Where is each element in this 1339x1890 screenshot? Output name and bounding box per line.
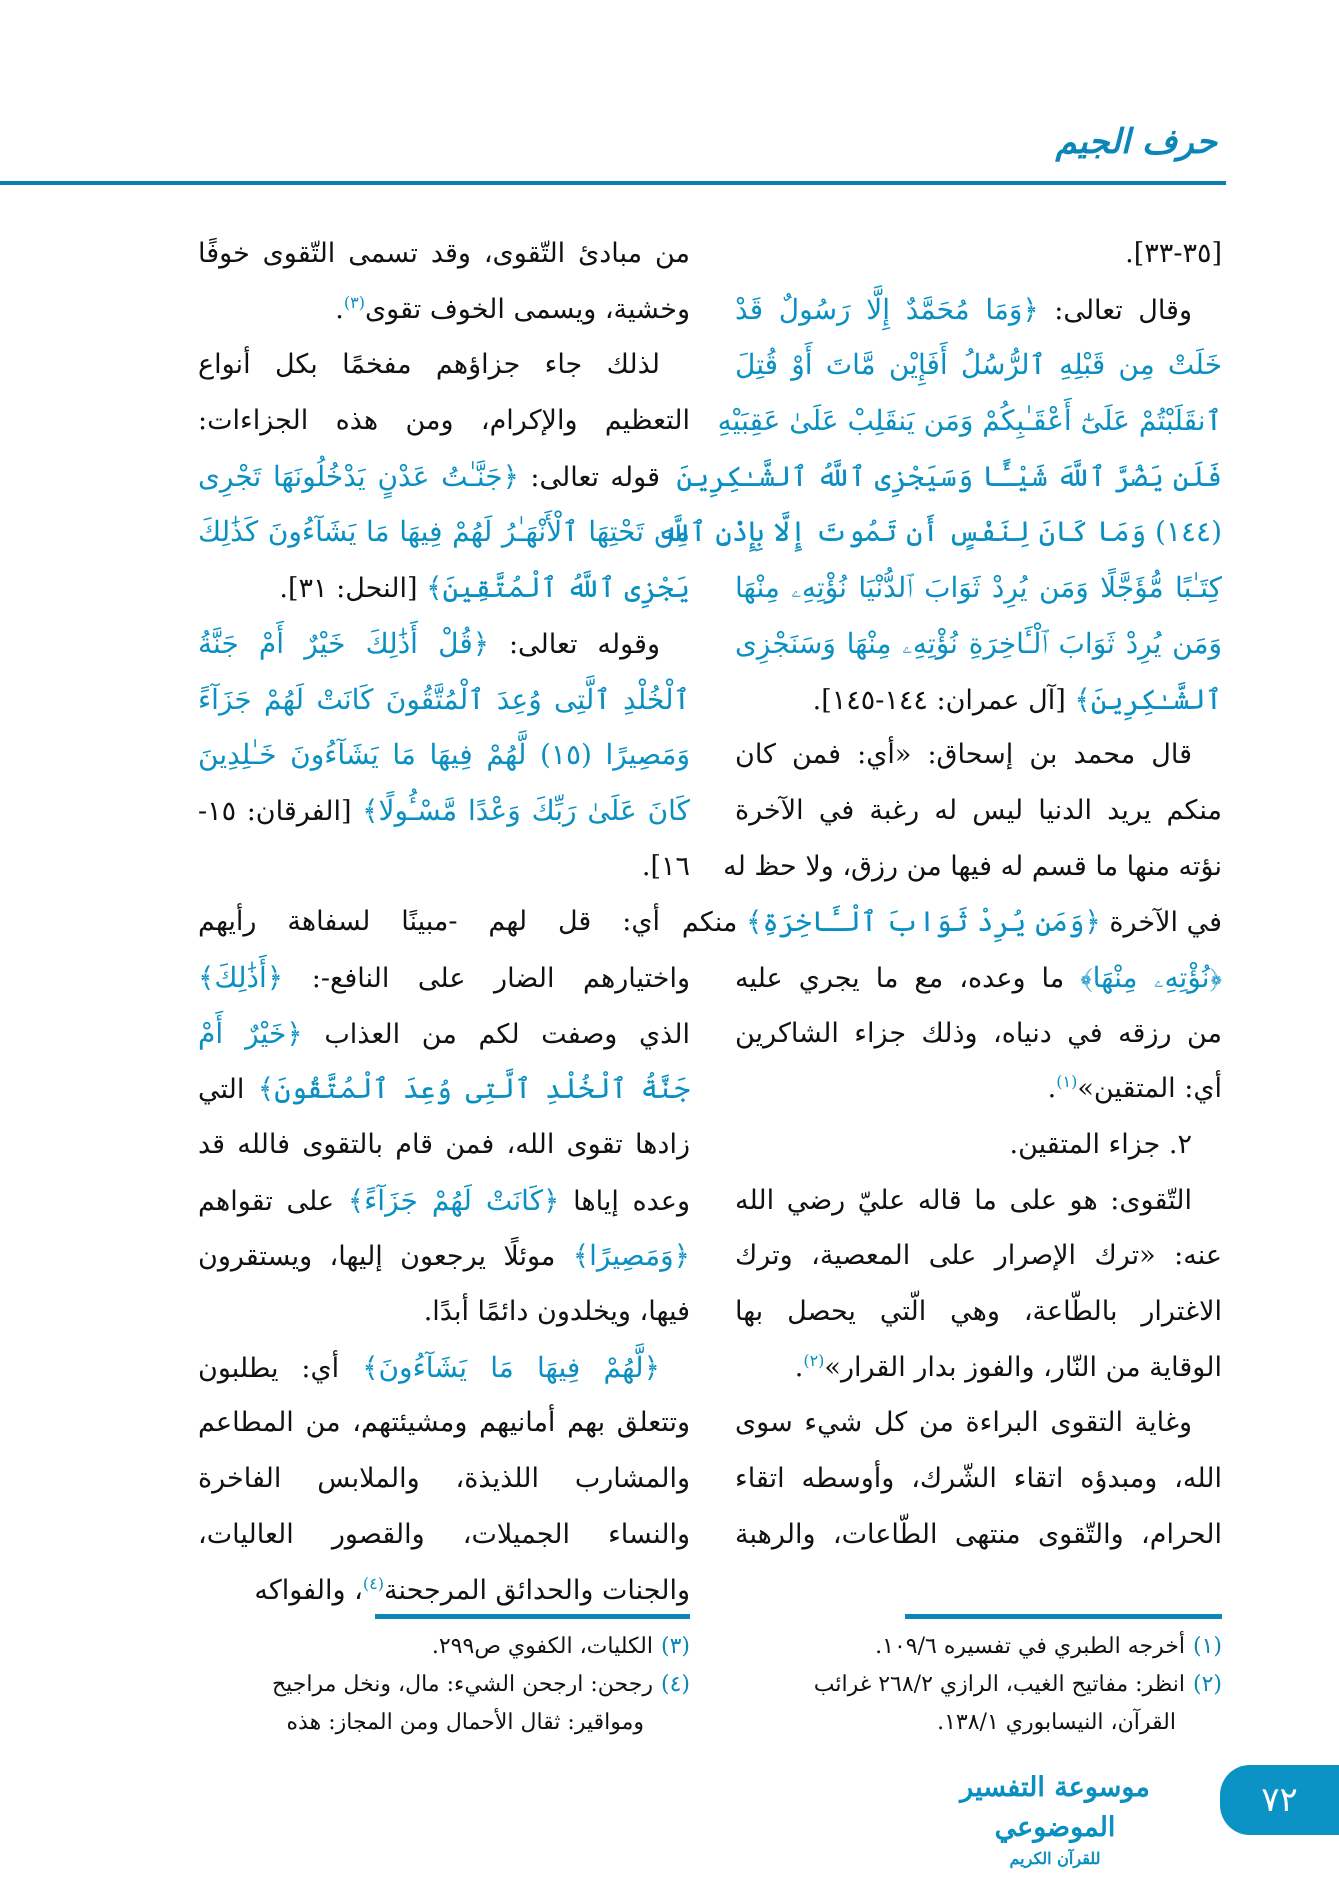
quran-verse: يَجْزِى ٱللَّهُ ٱلْمُتَّقِينَ﴾ [426,571,690,605]
footnote-number: (٣) [660,1634,690,1659]
quran-verse: فَلَن يَضُرَّ ٱللَّهَ شَيْـًٔا وَسَيَجْزِى ٱللَّهُ ٱلشَّـٰكِرِينَ [676,459,1222,493]
quran-verse: وَمَن يُرِدْ ثَوَابَ ٱلْـَٔاخِرَةِ نُؤْتِهِۦ مِنْهَا وَسَنَجْزِى [735,626,1222,660]
body-text: وغاية التقوى البراءة من كل شيء سوى [735,1407,1192,1439]
footnote [730,1666,1222,1742]
quran-verse: ﴿قُلْ أَذَٰلِكَ خَيْرٌ أَمْ جَنَّةُ [198,626,490,660]
text-line [198,1507,690,1563]
quran-verse: ﴿وَمَن يُرِدْ ثَوَابَ ٱلْـَٔاخِرَةِ﴾ [745,905,1101,939]
body-text: ١٦]. [641,850,690,882]
body-text: في الآخرة [1100,907,1222,939]
text-line [198,1173,690,1229]
chapter-title: حرف الجيم [1055,122,1217,162]
body-text: والنساء الجميلات، والقصور العاليات، [198,1518,690,1550]
text-line [198,672,690,728]
body-text: ، والفواكه [254,1574,363,1606]
body-text: [النحل: ٣١]. [279,573,427,605]
footnote-divider-right [905,1614,1222,1619]
body-text: أي: يطلبون [198,1352,363,1384]
text-line [198,1563,690,1619]
text-line [735,1173,1222,1229]
text-line [676,449,1222,505]
body-text: عنه: «ترك الإصرار على المعصية، وترك [735,1240,1222,1272]
footnote [730,1628,1222,1666]
body-text: [الفرقان: ١٥- [198,795,363,827]
text-line [198,839,690,895]
text-line [735,337,1222,393]
quran-verse: خَلَتْ مِن قَبْلِهِ ٱلرُّسُلُ أَفَإِيْن مَّاتَ أَوْ قُتِلَ [735,348,1222,382]
footnote-reference[interactable]: (٣) [343,292,365,312]
footnote-text: رجحن: ارجحن الشيء: مال، ونخل مراجيح [271,1672,653,1697]
text-line [735,560,1222,616]
footnote-number: (١) [1192,1634,1222,1659]
body-text: [آل عمران: ١٤٤-١٤٥]. [812,684,1075,716]
footnotes-right [730,1628,1222,1742]
body-text: والمشارب اللذيذة، والملابس الفاخرة [198,1463,690,1495]
body-text: من رزقه في دنياه، وذلك جزاء الشاكرين [735,1017,1222,1049]
quran-verse: ﴿لَّهُمْ فِيهَا مَا يَشَآءُونَ﴾ [362,1350,660,1384]
body-text: . [1047,1073,1057,1105]
text-line [198,504,690,560]
left-text-column [198,226,690,1618]
body-text: قال محمد بن إسحاق: «أي: فمن كان [735,739,1192,771]
body-text: قوله تعالى: [519,461,660,493]
footnote-reference[interactable]: (١) [1056,1072,1078,1092]
footnote-divider-left [375,1614,690,1619]
body-text: زادها تقوى الله، فمن قام بالتقوى فالله قد [198,1129,690,1160]
text-line [198,616,690,672]
text-line [735,1507,1222,1563]
footnote [195,1666,690,1742]
logo-title: موسوعة التفسير الموضوعي [960,1772,1150,1843]
footnote-reference[interactable]: (٢) [803,1350,825,1370]
text-line [735,1228,1222,1284]
body-text: ما وعده، مع ما يجري عليه [735,962,1081,994]
text-line [198,560,690,616]
quran-verse: ﴿وَمَصِيرًا﴾ [572,1239,690,1273]
text-line [681,894,1222,950]
logo-subtitle: للقرآن الكريم [1009,1849,1101,1868]
text-line [198,1006,690,1062]
quran-verse: ﴿وَمَا مُحَمَّدٌ إِلَّا رَسُولٌ قَدْ [735,292,1039,326]
text-line [735,1340,1222,1396]
text-line [198,337,690,393]
quran-verse: وَمَصِيرًا (١٥) لَّهُمْ فِيهَا مَا يَشَآءُونَ خَـٰلِدِينَ [198,738,690,772]
text-line [198,1228,690,1284]
quran-verse: ﴿خَيْرٌ أَمْ [198,1016,303,1050]
body-text: من مبادئ التّقوى، وقد تسمى التّقوى خوفًا [198,238,690,269]
text-line [735,616,1222,672]
body-text: أي: المتقين» [1077,1073,1222,1105]
footnote-text: الكليات، الكفوي ص٢٩٩. [431,1634,653,1659]
quran-verse: ﴿جَنَّـٰتُ عَدْنٍ يَدْخُلُونَهَا تَجْرِى [198,459,520,493]
body-text: وقال تعالى: [1038,294,1192,326]
text-line [717,393,1222,449]
text-line [198,894,690,950]
footnote-number: (٤) [660,1672,690,1697]
text-line [198,1061,690,1117]
text-line [198,282,690,338]
body-text: وقوله تعالى: [489,628,660,660]
quran-verse: كِتَـٰبًا مُّؤَجَّلًا وَمَن يُرِدْ ثَوَابَ ٱلدُّنْيَا نُؤْتِهِۦ مِنْهَا [735,571,1222,605]
encyclopedia-logo [930,1768,1180,1870]
body-text: الحرام، والتّقوى منتهى الطّاعات، والرهبة [735,1518,1222,1550]
body-text: وعده إياها [559,1185,690,1217]
text-line [735,282,1222,338]
page-number: ٧٢ [1220,1765,1339,1835]
footnote [195,1628,690,1666]
body-text: منكم يريد الدنيا ليس له رغبة في الآخرة [735,794,1222,826]
text-line [198,1395,690,1451]
body-text: [٣٥-٣٣]. [1125,238,1222,269]
text-line [735,226,1222,282]
text-line [735,1451,1222,1507]
body-text: الاغترار بالطّاعة، وهي الّتي يحصل بها [735,1296,1222,1328]
body-text: وتتعلق بهم أمانيهم ومشيئتهم، من المطاعم [198,1407,690,1439]
quran-verse: ﴿نُؤْتِهِۦ مِنْهَا﴾ [1080,960,1222,994]
text-line [198,393,690,449]
text-line [735,672,1222,728]
body-text: . [335,293,344,325]
quran-verse: ٱلشَّـٰكِرِينَ﴾ [1074,682,1222,716]
quran-verse: جَنَّةُ ٱلْخُلْدِ ٱلَّتِى وُعِدَ ٱلْمُتَّقُونَ﴾ [257,1072,690,1106]
body-text: نؤته منها ما قسم له فيها من رزق، ولا حظ له [723,850,1222,882]
text-line [198,1340,690,1396]
text-line [735,727,1222,783]
text-line [723,839,1222,895]
body-text: الذي وصفت لكم من العذاب [302,1018,690,1050]
text-line [198,727,690,783]
body-text: الله، ومبدؤه اتقاء الشّرك، وأوسطه اتقاء [735,1463,1222,1495]
footnote-text: أخرجه الطبري في تفسيره ١٠٩/٦. [875,1634,1185,1659]
text-line [657,504,1222,560]
text-line [735,1006,1222,1062]
text-line [198,226,690,282]
quran-verse: (١٤٤) وَمَا كَانَ لِنَفْسٍ أَن تَمُوتَ إِلَّا بِإِذْنِ ٱللَّهِ [657,515,1222,549]
quran-verse: كَانَ عَلَىٰ رَبِّكَ وَعْدًا مَّسْـُٔولًا﴾ [362,793,690,827]
body-text: الوقاية من النّار، والفوز بدار القرار» [824,1351,1222,1383]
footnotes-left [195,1628,690,1742]
text-line [735,1117,1222,1173]
header-divider [0,181,1226,185]
footnote-number: (٢) [1192,1672,1222,1697]
quran-verse: ٱنقَلَبْتُمْ عَلَىٰٓ أَعْقَـٰبِكُمْ وَمَن يَنقَلِبْ عَلَىٰ عَقِبَيْهِ [717,404,1222,438]
quran-verse: ٱلْخُلْدِ ٱلَّتِى وُعِدَ ٱلْمُتَّقُونَ كَانَتْ لَهُمْ جَزَآءً [198,682,690,716]
text-line [735,1061,1222,1117]
text-line [198,1117,690,1173]
body-text: لذلك جاء جزاؤهم مفخمًا بكل أنواع [198,349,660,381]
text-line [198,1284,690,1340]
text-line [735,1395,1222,1451]
body-text: فيها، ويخلدون دائمًا أبدًا. [423,1296,690,1328]
body-text: ٢. جزاء المتقين. [1009,1129,1192,1160]
footnote-text-continued: القرآن، النيسابوري ١٣٨/١. [937,1710,1176,1735]
body-text: أي: قل لهم -مبينًا لسفاهة رأيهم [198,906,660,938]
text-line [735,950,1222,1006]
quran-verse: مِن تَحْتِهَا ٱلْأَنْهَـٰرُ لَهُمْ فِيهَا مَا يَشَآءُونَ كَذَٰلِكَ [198,515,690,549]
text-line [198,783,690,839]
text-line [735,1284,1222,1340]
body-text: على تقواهم [198,1185,348,1217]
text-line [198,449,690,505]
footnote-reference[interactable]: (٤) [362,1573,384,1593]
body-text: وخشية، ويسمى الخوف تقوى [364,293,690,325]
body-text: التعظيم والإكرام، ومن هذه الجزاءات: [198,405,690,437]
body-text: موئلًا يرجعون إليها، ويستقرون [198,1241,573,1273]
body-text: منكم [681,907,746,939]
body-text: . [794,1351,804,1383]
footnote-text-continued: ومواقير: ثقال الأحمال ومن المجاز: هذه [286,1710,644,1735]
text-line [735,783,1222,839]
quran-verse: ﴿أَذَٰلِكَ﴾ [198,960,284,994]
quran-verse: ﴿كَانَتْ لَهُمْ جَزَآءً﴾ [347,1183,560,1217]
body-text: والجنات والحدائق المرجحنة [383,1574,690,1606]
footnote-text: انظر: مفاتيح الغيب، الرازي ٢٦٨/٢ غرائب [813,1672,1185,1697]
body-text: التي [198,1074,258,1106]
text-line [198,1451,690,1507]
body-text: واختيارهم الضار على النافع-: [283,962,690,994]
body-text: التّقوى: هو على ما قاله عليّ رضي الله [735,1184,1192,1216]
text-line [198,950,690,1006]
